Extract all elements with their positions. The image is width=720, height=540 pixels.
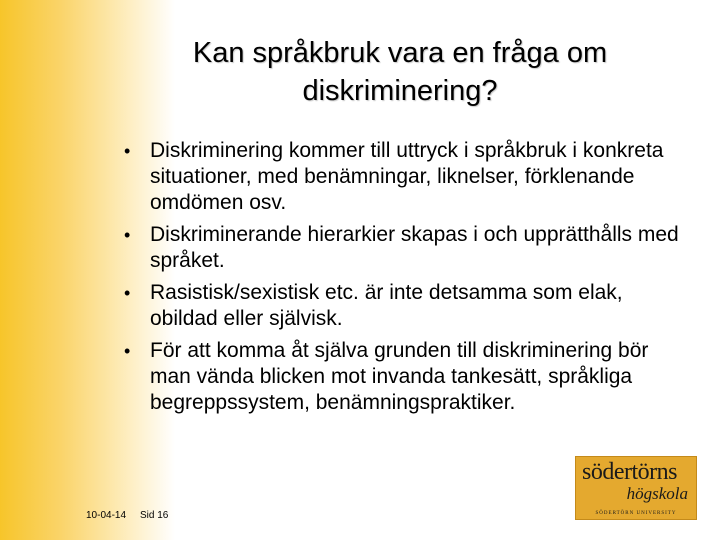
slide-title bbox=[150, 34, 650, 110]
bullet-item bbox=[120, 222, 680, 274]
bullet-item bbox=[120, 138, 680, 216]
logo-line-3: SÖDERTÖRN UNIVERSITY bbox=[595, 511, 677, 516]
bullet-dot: • bbox=[124, 225, 131, 245]
bullet-dot: • bbox=[124, 341, 131, 361]
bullet-dot: • bbox=[124, 141, 131, 161]
footer-date: 10-04-14 bbox=[86, 510, 127, 521]
title-line-1: Kan språkbruk vara en fråga om bbox=[192, 37, 608, 69]
bullet-dot: • bbox=[124, 283, 131, 303]
logo-line-2: högskola bbox=[626, 484, 688, 503]
logo-line-1: södertörns bbox=[582, 459, 677, 485]
bullet-text: Diskriminerande hierarkier skapas i och upprätthålls med språket. bbox=[150, 223, 679, 272]
bullet-text: För att komma åt själva grunden till diskriminering bör man vända blicken mot invanda tankesätt, språkliga begreppssystem, benämningspraktiker. bbox=[150, 339, 649, 414]
bullet-list bbox=[120, 138, 680, 422]
bullet-item bbox=[120, 338, 680, 416]
footer-page-number: Sid 16 bbox=[140, 510, 169, 521]
bullet-text: Diskriminering kommer till uttryck i språkbruk i konkreta situationer, med benämningar, liknelser, förklenande omdömen osv. bbox=[150, 139, 664, 214]
university-logo bbox=[575, 456, 697, 520]
title-line-2: diskriminering? bbox=[302, 75, 498, 107]
bullet-item bbox=[120, 280, 680, 332]
bullet-text: Rasistisk/sexistisk etc. är inte detsamma som elak, obildad eller självisk. bbox=[150, 281, 623, 330]
